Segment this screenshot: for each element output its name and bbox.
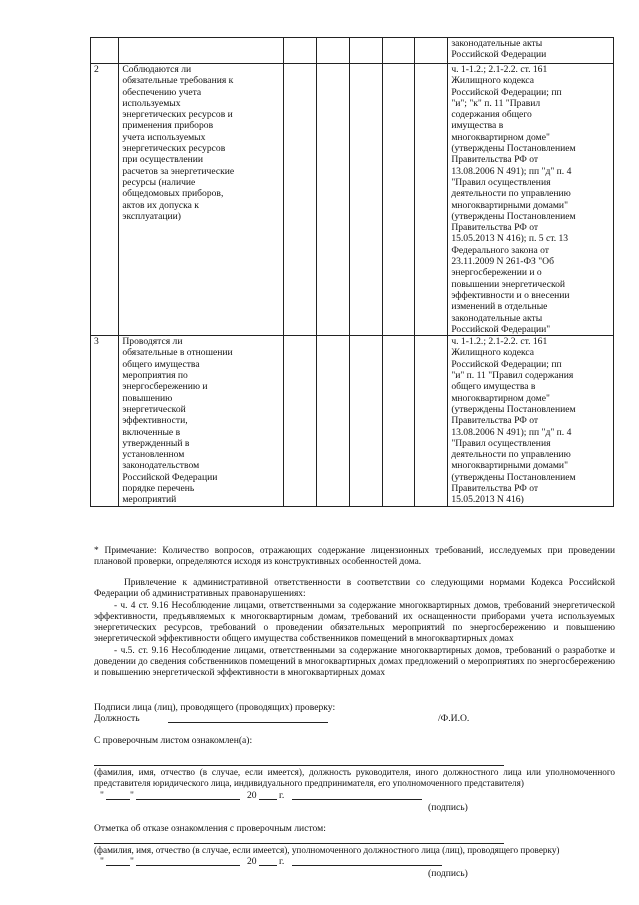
answer-cell	[283, 336, 316, 506]
date-quote-open: "	[100, 790, 104, 801]
footnote-text: * Примечание: Количество вопросов, отражающих содержание лицензионных требований, исследуемых при проведении плановой проверки, определяются исходя из конструктивных особенностей дома.	[94, 546, 615, 568]
answer-cell	[415, 38, 448, 64]
question-text: Проводятся ли обязательные в отношении общего имущества мероприятия по энергосбережению и повышению энергетической эффективности, включенные в утвержденный в установленном законодательством Российской Федерации порядке перечень мероприятий	[122, 336, 233, 506]
answer-cell	[382, 336, 415, 506]
refusal-caption: (фамилия, имя, отчество (в случае, если имеется), уполномоченного должностного лица (лиц), проводящего проверку)	[94, 845, 560, 855]
year-suffix: г.	[279, 790, 285, 801]
refusal-name-field[interactable]	[94, 843, 504, 844]
legal-reference-text: ч. 1-1.2.; 2.1-2.2. ст. 161 Жилищного кодекса Российской Федерации; пп "и" п. 11 "Правил содержания общего имущества в многоквартирном доме" (утверждены Постановлением Правительства РФ от 13.08.2006 N 491); пп "д" п. 4 "Правил осуществления деятельности по управлению многоквартирными домами" (утверждены Постановлением Правительства РФ от 15.05.2013 N 416)	[451, 336, 576, 506]
answer-cell	[349, 38, 382, 64]
answer-cell	[349, 64, 382, 336]
inspector-signatures-label: Подписи лица (лиц), проводящего (проводящих) проверку:	[94, 702, 336, 713]
date-year-field[interactable]	[259, 799, 277, 800]
acquainted-caption: (фамилия, имя, отчество (в случае, если имеется), должность руководителя, иного должностного лица или уполномоченного представителя юридического лица, индивидуального предпринимателя, его уполномоченного представителя)	[94, 767, 615, 788]
date-month-field[interactable]	[136, 865, 240, 866]
liability-item: - ч.5. ст. 9.16 Несоблюдение лицами, ответственными за содержание многоквартирных домов, требований о разработке и доведении до сведения собственников помещений в многоквартирных домах предложений о мероприятиях по энергосбережению и повышению энергетической эффективности в многоквартирных домах	[94, 645, 615, 679]
table-row	[91, 38, 614, 64]
year-prefix: 20	[247, 790, 257, 801]
liability-section	[94, 578, 615, 680]
answer-cell	[316, 38, 349, 64]
refusal-label: Отметка об отказе ознакомления с проверочным листом:	[94, 823, 326, 834]
signature-caption: (подпись)	[428, 802, 468, 813]
liability-item: - ч. 4 ст. 9.16 Несоблюдение лицами, ответственными за содержание многоквартирных домов, требований энергетической эффективности, предъявляемых к многоквартирным домам, требований их оснащенности приборами учета используемых энергетических ресурсов, требований о проведении обязательных мероприятий по энергосбережению и повышению энергетической эффективности общего имущества собственников помещений в многоквартирных домах	[94, 600, 615, 645]
question-cell	[119, 38, 284, 64]
checklist-table	[90, 37, 614, 507]
answer-cell	[382, 38, 415, 64]
question-cell	[119, 64, 284, 336]
answer-cell	[283, 38, 316, 64]
date-year-field[interactable]	[259, 865, 277, 866]
date-quote-close: "	[130, 790, 134, 801]
answer-cell	[316, 336, 349, 506]
legal-reference-cell	[448, 64, 614, 336]
signature-field[interactable]	[292, 865, 442, 866]
answer-cell	[415, 336, 448, 506]
fio-label: /Ф.И.О.	[438, 713, 470, 724]
date-day-field[interactable]	[106, 799, 130, 800]
table-row	[91, 64, 614, 336]
row-number-cell	[91, 38, 119, 64]
answer-cell	[316, 64, 349, 336]
answer-cell	[283, 64, 316, 336]
date-quote-close: "	[130, 856, 134, 867]
answer-cell	[382, 64, 415, 336]
position-label: Должность	[94, 713, 140, 724]
liability-intro: Привлечение к административной ответственности в соответствии со следующими нормами Кодекса Российской Федерации об административных правонарушениях:	[94, 578, 615, 600]
legal-reference-cell	[448, 336, 614, 506]
question-cell	[119, 336, 284, 506]
acquainted-label: С проверочным листом ознакомлен(а):	[94, 735, 253, 746]
row-number-cell: 3	[91, 336, 119, 506]
row-number-cell: 2	[91, 64, 119, 336]
date-month-field[interactable]	[136, 799, 240, 800]
legal-reference-text: законодательные акты Российской Федерации	[451, 38, 547, 61]
acquainted-name-field[interactable]	[94, 765, 504, 766]
legal-reference-text: ч. 1-1.2.; 2.1-2.2. ст. 161 Жилищного кодекса Российской Федерации; пп "и"; "к" п. 11 "Правил содержания общего имущества в многоквартирном доме" (утверждены Постановлением Правительства РФ от 13.08.2006 N 491); пп "д" п. 4 "Правил осуществления деятельности по управлению многоквартирными домами" (утверждены Постановлением Правительства РФ от 15.05.2013 N 416); п. 5 ст. 13 Федерального закона от 23.11.2009 N 261-ФЗ "Об энергосбережении и о повышении энергетической эффективности и о внесении изменений в отдельные законодательные акты Российской Федерации"	[451, 64, 576, 335]
position-field[interactable]	[168, 722, 328, 723]
signature-caption: (подпись)	[428, 868, 468, 879]
signature-field[interactable]	[292, 799, 422, 800]
year-prefix: 20	[247, 856, 257, 867]
year-suffix: г.	[279, 856, 285, 867]
answer-cell	[349, 336, 382, 506]
date-quote-open: "	[100, 856, 104, 867]
table-row	[91, 336, 614, 506]
date-day-field[interactable]	[106, 865, 130, 866]
legal-reference-cell	[448, 38, 614, 64]
answer-cell	[415, 64, 448, 336]
question-text: Соблюдаются ли обязательные требования к обеспечению учета используемых энергетических ресурсов и применения приборов учета используемых энергетических ресурсов при осуществлении расчетов за энергетические ресурсы (наличие общедомовых приборов, актов их допуска к эксплуатации)	[122, 64, 235, 222]
